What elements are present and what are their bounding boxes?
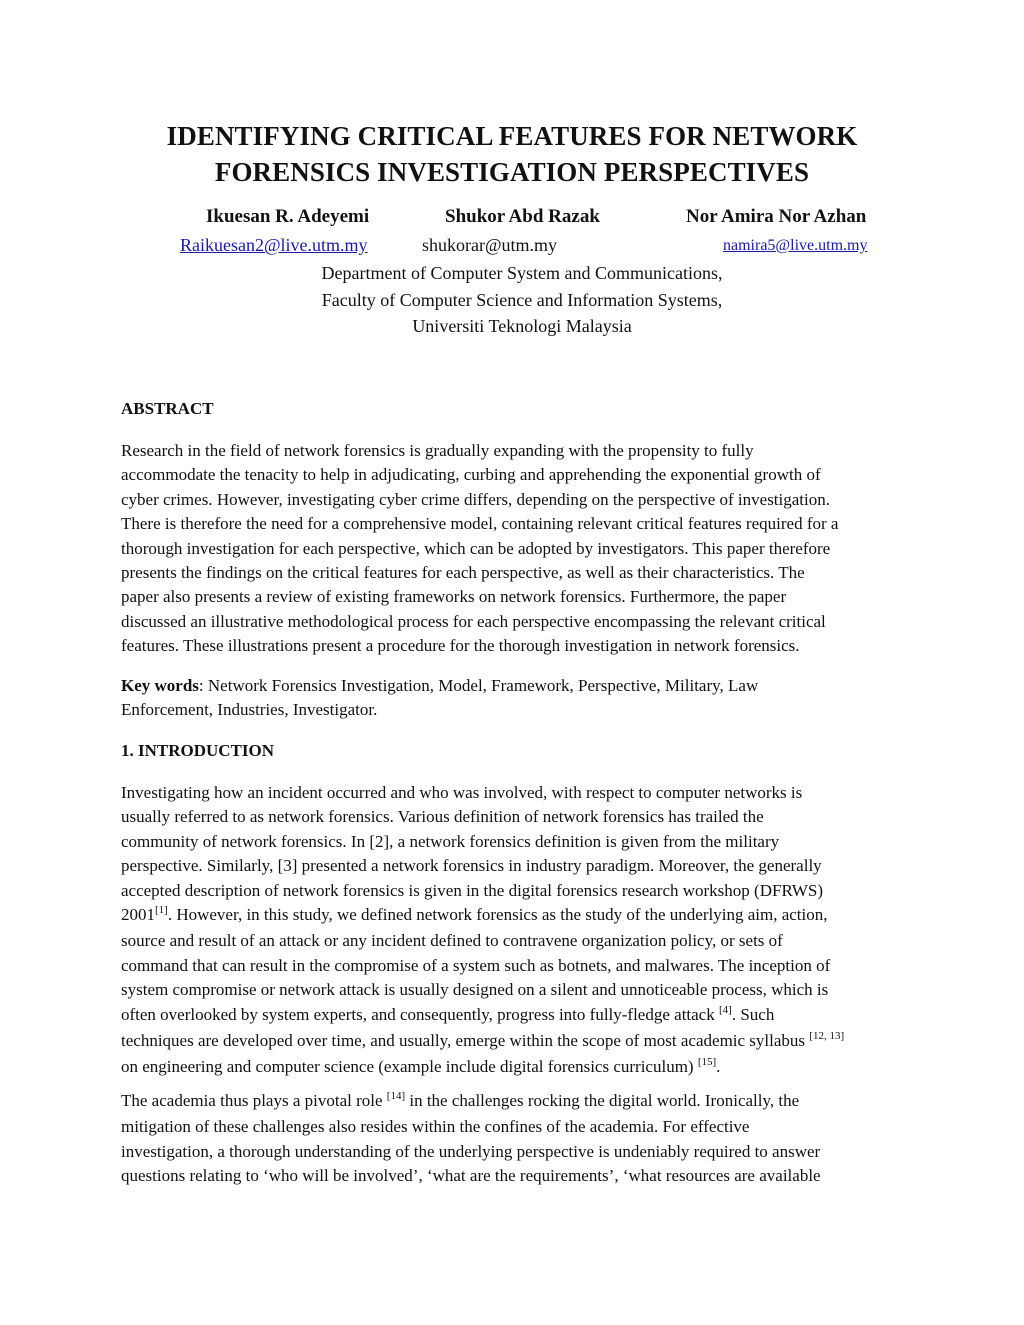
author-email-2: shukorar@utm.my (422, 235, 558, 255)
author-name-2: Shukor Abd Razak (445, 206, 600, 227)
author-email-1[interactable]: Raikuesan2@live.utm.my (180, 235, 368, 255)
keywords-label: Key words (121, 676, 199, 695)
paragraph-line: community of network forensics. In [2], a network forensics definition is given from the military (121, 831, 780, 851)
abstract-heading: ABSTRACT (121, 399, 214, 418)
abstract-line: presents the findings on the critical features for each perspective, as well as their characteristics. The (121, 563, 805, 583)
author-name-3: Nor Amira Nor Azhan (686, 206, 867, 227)
introduction-paragraph-1 (121, 781, 911, 1082)
text-segment: often overlooked by system experts, and consequently, progress into fully-fledge attack (121, 1004, 719, 1024)
text-segment: . (716, 1057, 721, 1077)
text-segment: . Such (731, 1004, 775, 1024)
keywords (121, 674, 911, 723)
paragraph-line (121, 1055, 911, 1081)
text-segment: in the challenges rocking the digital world. Ironically, the (405, 1091, 800, 1110)
affiliation-line-1: Department of Computer System and Communications, (321, 263, 723, 283)
citation: [4] (718, 1003, 732, 1016)
paragraph-line (121, 1003, 911, 1029)
paragraph-line (121, 1089, 911, 1115)
affiliation-line-3: Universiti Teknologi Malaysia (412, 316, 632, 336)
paragraph-line: investigation, a thorough understanding of the underlying perspective is undeniably required to answer (121, 1141, 821, 1161)
text-segment: The academia thus plays a pivotal role (121, 1091, 387, 1110)
author-email-3[interactable]: namira5@live.utm.my (723, 237, 868, 254)
abstract-line: thorough investigation for each perspective, which can be adopted by investigators. This paper therefore (121, 538, 831, 558)
abstract-line: paper also presents a review of existing frameworks on network forensics. Furthermore, the paper (121, 587, 787, 607)
title-line-2: FORENSICS INVESTIGATION PERSPECTIVES (214, 157, 810, 187)
affiliation-line-2: Faculty of Computer Science and Information Systems, (321, 289, 723, 310)
author-name-1: Ikuesan R. Adeyemi (206, 206, 370, 227)
text-segment: 2001 (121, 905, 155, 925)
abstract-line: Research in the field of network forensics is gradually expanding with the propensity to fully (121, 441, 754, 460)
paragraph-line (121, 1029, 911, 1055)
paragraph-line: usually referred to as network forensics. Various definition of network forensics has trailed the (121, 807, 764, 827)
citation: [12, 13] (809, 1030, 845, 1043)
abstract-line: cyber crimes. However, investigating cyber crime differs, depending on the perspective of investigation. (121, 489, 830, 509)
text-segment: on engineering and computer science (example include digital forensics curriculum) (121, 1057, 698, 1077)
author-emails (0, 235, 1024, 261)
abstract-text (121, 439, 911, 659)
text-segment: techniques are developed over time, and usually, emerge within the scope of most academic syllabus (121, 1031, 810, 1051)
keywords-line-2: Enforcement, Industries, Investigator. (121, 700, 378, 720)
text-segment: . However, in this study, we defined network forensics as the study of the underlying aim, action, (167, 905, 828, 925)
author-names (0, 206, 1024, 236)
title-line-1: IDENTIFYING CRITICAL FEATURES FOR NETWORK (166, 121, 858, 151)
paper-title (100, 118, 924, 190)
paragraph-line: source and result of an attack or any incident defined to contravene organization policy, or sets of (121, 931, 783, 951)
introduction-heading: 1. INTRODUCTION (121, 741, 275, 760)
citation: [15] (697, 1056, 717, 1069)
paragraph-line: system compromise or network attack is usually designed on a silent and unnoticeable process, which is (121, 980, 829, 1000)
affiliation (200, 260, 844, 340)
keywords-list: : Network Forensics Investigation, Model, Framework, Perspective, Military, Law (198, 676, 759, 695)
abstract-line: features. These illustrations present a procedure for the thorough investigation in network forensics. (121, 636, 800, 656)
citation: [14] (386, 1090, 406, 1102)
introduction-paragraph-2 (121, 1089, 911, 1189)
paragraph-line (121, 903, 911, 929)
keywords-line-1 (121, 674, 911, 698)
paragraph-line: mitigation of these challenges also resides within the confines of the academia. For effective (121, 1117, 750, 1137)
paragraph-line: questions relating to ‘who will be involved’, ‘what are the requirements’, ‘what resources are available (121, 1166, 821, 1186)
abstract-line: There is therefore the need for a comprehensive model, containing relevant critical features required for a (121, 514, 839, 534)
citation: [1] (155, 904, 168, 917)
abstract-line: discussed an illustrative methodological process for each perspective encompassing the relevant critical (121, 611, 826, 631)
paragraph-line: perspective. Similarly, [3] presented a network forensics in industry paradigm. Moreover, the generally (121, 856, 822, 876)
paragraph-line: Investigating how an incident occurred and who was involved, with respect to computer networks is (121, 783, 803, 802)
paragraph-line: command that can result in the compromise of a system such as botnets, and malwares. The inception of (121, 955, 831, 975)
paragraph-line: accepted description of network forensics is given in the digital forensics research workshop (DFRWS) (121, 880, 824, 900)
abstract-line: accommodate the tenacity to help in adjudicating, curbing and apprehending the exponential growth of (121, 465, 821, 485)
